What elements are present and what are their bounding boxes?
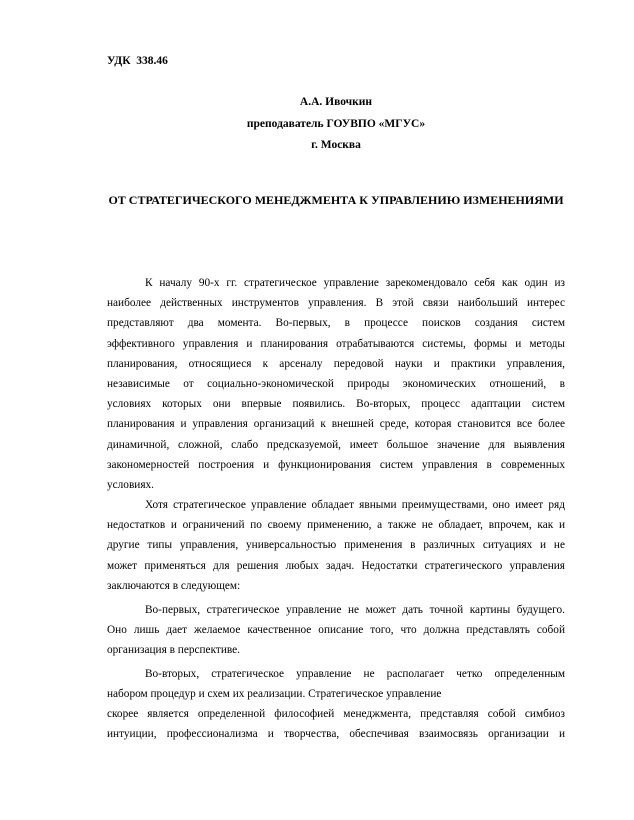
paragraph: [107, 600, 565, 661]
text-line: недостатков и ограничений по своему применению, а также не обладает, впрочем, как и: [107, 519, 565, 532]
text-line: организация в перспективе.: [107, 644, 240, 657]
text-line: закономерностей построения и функционирования систем управления в современных: [107, 458, 565, 471]
author-position: преподаватель ГОУВПО «МГУС»: [246, 117, 426, 130]
author-city: г. Москва: [311, 139, 361, 151]
text-line: эффективного управления и планирования отрабатываются системы, формы и методы: [107, 337, 565, 350]
text-line: может применяться для решения любых задач. Недостатки стратегического управления: [107, 559, 565, 572]
text-line: Во-первых, стратегическое управление не может дать точной картины будущего.: [145, 604, 565, 616]
text-line: заключаются в следующем:: [107, 579, 241, 592]
text-line: скорее является определенной философией менеджмента, представляя собой симбиоз: [107, 708, 565, 720]
text-line: К началу 90-х гг. стратегическое управление зарекомендовало себя как один из: [145, 277, 565, 289]
text-line: другие типы управления, универсальностью применения в различных ситуациях и не: [107, 539, 565, 552]
text-line: интуиции, профессионализма и творчества, обеспечивая взаимосвязь организации и: [107, 728, 565, 741]
text-line: представляют два момента. Во-первых, в процессе поисков создания систем: [107, 317, 565, 330]
article-title: ОТ СТРАТЕГИЧЕСКОГО МЕНЕДЖМЕНТА К УПРАВЛЕНИЮ ИЗМЕНЕНИЯМИ: [108, 193, 564, 207]
paragraph: [107, 273, 565, 495]
text-line: Оно лишь дает желаемое качественное описание того, что должна представлять собой: [107, 624, 565, 637]
author-name: А.А. Ивочкин: [299, 96, 373, 108]
paragraph: [107, 495, 565, 596]
udk-code: УДК 338.46: [107, 55, 168, 67]
text-line: планирования, относящиеся к арсеналу передовой науки и практики управления,: [107, 357, 565, 370]
paragraph: [107, 664, 565, 704]
text-line: независимые от социально-экономической природы экономических отношений, в: [107, 378, 565, 391]
text-line: планирования и управления организаций к внешней среде, которая становится все более: [107, 418, 565, 431]
text-line: наиболее действенных инструментов управления. В этой связи наибольший интерес: [107, 297, 565, 310]
text-line: набором процедур и схем их реализации. Стратегическое управление: [107, 688, 442, 701]
author-block: [107, 92, 565, 157]
text-line: Хотя стратегическое управление обладает явными преимуществами, оно имеет ряд: [145, 499, 565, 511]
paragraph: [107, 704, 565, 744]
text-line: условиях.: [107, 479, 154, 492]
text-line: условиях которых они впервые появились. Во-вторых, процесс адаптации систем: [107, 398, 565, 411]
text-line: динамичной, сложной, слабо предсказуемой, имеет большое значение для выявления: [107, 438, 565, 451]
text-line: Во-вторых, стратегическое управление не располагает четко определенным: [145, 668, 565, 680]
